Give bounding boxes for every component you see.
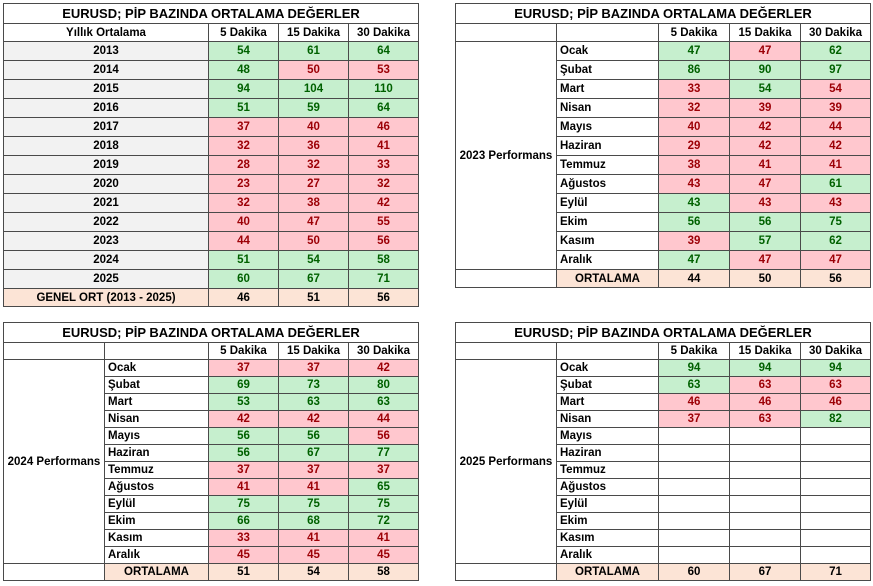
value-30min [801,428,871,445]
value-30min: 63 [349,394,419,411]
value-30min: 45 [349,547,419,564]
header-blank [557,343,659,360]
year-label: 2024 [4,251,209,270]
average-5min: 51 [209,564,279,581]
value-15min: 42 [730,137,801,156]
average-15min: 67 [730,564,801,581]
value-30min: 37 [349,462,419,479]
value-15min: 63 [730,377,801,394]
value-15min: 37 [279,360,349,377]
value-30min: 41 [349,137,419,156]
year-label: 2016 [4,99,209,118]
value-5min: 46 [659,394,730,411]
header-row [456,343,871,360]
year-row [4,118,419,137]
column-header-5min: 5 Dakika [659,343,730,360]
value-15min: 42 [730,118,801,137]
value-15min: 63 [730,411,801,428]
month-label: Mart [557,394,659,411]
average-30min: 71 [801,564,871,581]
value-5min: 48 [209,61,279,80]
month-label: Temmuz [557,156,659,175]
value-30min: 41 [801,156,871,175]
month-label: Mayıs [557,428,659,445]
value-30min: 39 [801,99,871,118]
value-30min: 56 [349,428,419,445]
value-30min: 110 [349,80,419,99]
value-15min: 63 [279,394,349,411]
value-15min [730,496,801,513]
value-5min: 37 [209,118,279,137]
month-label: Aralık [557,547,659,564]
month-label: Şubat [557,61,659,80]
average-row [4,564,419,581]
header-blank [456,24,557,42]
value-30min: 75 [801,213,871,232]
average-label: GENEL ORT (2013 - 2025) [4,289,209,307]
year-row [4,270,419,289]
month-label: Aralık [557,251,659,270]
blank-cell [456,270,557,288]
value-30min: 75 [349,496,419,513]
performance-year-label: 2024 Performans [4,360,105,564]
month-label: Ocak [557,360,659,377]
value-30min: 55 [349,213,419,232]
average-30min: 58 [349,564,419,581]
value-5min [659,496,730,513]
value-5min: 37 [209,462,279,479]
value-15min: 50 [279,232,349,251]
value-30min: 97 [801,61,871,80]
value-15min: 43 [730,194,801,213]
value-5min: 54 [209,42,279,61]
month-label: Şubat [557,377,659,394]
value-30min [801,445,871,462]
value-5min [659,530,730,547]
column-header-15min: 15 Dakika [279,24,349,42]
value-15min: 94 [730,360,801,377]
year-row [4,42,419,61]
value-30min: 32 [349,175,419,194]
year-label: 2022 [4,213,209,232]
value-30min: 94 [801,360,871,377]
value-30min: 62 [801,232,871,251]
value-30min: 72 [349,513,419,530]
performance-2023-table [455,3,871,288]
value-15min: 40 [279,118,349,137]
yearly-average-table [3,3,419,307]
value-15min: 47 [730,175,801,194]
year-label: 2019 [4,156,209,175]
value-15min: 41 [730,156,801,175]
column-header-15min: 15 Dakika [730,24,801,42]
year-label: 2014 [4,61,209,80]
value-30min: 65 [349,479,419,496]
value-30min: 44 [801,118,871,137]
month-label: Şubat [105,377,209,394]
value-15min: 41 [279,530,349,547]
year-row [4,194,419,213]
value-5min: 56 [209,428,279,445]
value-5min: 41 [209,479,279,496]
year-row [4,232,419,251]
average-label: ORTALAMA [557,270,659,288]
table-title: EURUSD; PİP BAZINDA ORTALAMA DEĞERLER [4,4,419,24]
month-row [456,42,871,61]
value-5min: 47 [659,251,730,270]
average-5min: 60 [659,564,730,581]
value-5min [659,462,730,479]
value-5min: 42 [209,411,279,428]
value-5min: 53 [209,394,279,411]
average-15min: 50 [730,270,801,288]
column-header-5min: 5 Dakika [209,24,279,42]
value-15min [730,547,801,564]
value-30min: 46 [349,118,419,137]
value-30min [801,547,871,564]
value-15min: 47 [730,251,801,270]
value-15min: 61 [279,42,349,61]
value-30min [801,496,871,513]
month-row [456,360,871,377]
year-label: 2015 [4,80,209,99]
year-row [4,213,419,232]
value-30min [801,530,871,547]
value-15min: 37 [279,462,349,479]
value-15min: 38 [279,194,349,213]
value-5min [659,428,730,445]
value-5min: 39 [659,232,730,251]
month-label: Haziran [557,137,659,156]
value-30min: 42 [349,194,419,213]
month-label: Ağustos [105,479,209,496]
value-30min: 42 [349,360,419,377]
year-label: 2013 [4,42,209,61]
year-row [4,99,419,118]
column-header-30min: 30 Dakika [801,343,871,360]
value-5min [659,479,730,496]
month-label: Temmuz [105,462,209,479]
value-5min [659,445,730,462]
value-15min: 90 [730,61,801,80]
column-header-5min: 5 Dakika [209,343,279,360]
table-title: EURUSD; PİP BAZINDA ORTALAMA DEĞERLER [456,4,871,24]
month-label: Eylül [557,194,659,213]
value-30min: 56 [349,232,419,251]
average-30min: 56 [801,270,871,288]
year-label: 2017 [4,118,209,137]
header-row [456,24,871,42]
month-label: Nisan [557,411,659,428]
value-15min: 50 [279,61,349,80]
year-row [4,61,419,80]
value-15min: 59 [279,99,349,118]
value-15min [730,513,801,530]
performance-2025-table [455,322,871,581]
column-header-year: Yıllık Ortalama [4,24,209,42]
value-5min: 32 [209,194,279,213]
value-5min: 23 [209,175,279,194]
column-header-15min: 15 Dakika [279,343,349,360]
value-30min: 64 [349,42,419,61]
month-label: Ocak [557,42,659,61]
month-label: Ekim [557,513,659,530]
value-15min: 47 [730,42,801,61]
value-30min: 62 [801,42,871,61]
value-15min: 54 [730,80,801,99]
month-label: Nisan [557,99,659,118]
value-30min: 46 [801,394,871,411]
average-15min: 54 [279,564,349,581]
value-15min: 46 [730,394,801,411]
value-30min: 44 [349,411,419,428]
value-15min: 67 [279,445,349,462]
month-label: Kasım [557,232,659,251]
value-15min: 47 [279,213,349,232]
value-5min: 56 [209,445,279,462]
value-30min: 58 [349,251,419,270]
value-5min: 63 [659,377,730,394]
value-5min [659,547,730,564]
column-header-30min: 30 Dakika [349,343,419,360]
average-row [456,270,871,288]
value-5min: 40 [209,213,279,232]
value-30min: 53 [349,61,419,80]
value-30min: 80 [349,377,419,394]
value-30min [801,462,871,479]
month-label: Haziran [557,445,659,462]
month-label: Ağustos [557,479,659,496]
month-label: Eylül [105,496,209,513]
value-30min: 63 [801,377,871,394]
value-15min: 75 [279,496,349,513]
value-5min: 29 [659,137,730,156]
average-label: ORTALAMA [557,564,659,581]
value-30min: 41 [349,530,419,547]
header-blank [4,343,105,360]
value-5min: 45 [209,547,279,564]
year-row [4,175,419,194]
month-label: Ekim [557,213,659,232]
value-5min: 75 [209,496,279,513]
value-30min: 82 [801,411,871,428]
value-5min: 60 [209,270,279,289]
value-30min: 54 [801,80,871,99]
value-30min [801,479,871,496]
year-label: 2021 [4,194,209,213]
value-5min: 28 [209,156,279,175]
value-5min: 47 [659,42,730,61]
value-5min: 94 [209,80,279,99]
header-blank [105,343,209,360]
average-label: ORTALAMA [105,564,209,581]
value-15min: 39 [730,99,801,118]
month-label: Mart [557,80,659,99]
value-5min: 66 [209,513,279,530]
value-5min: 51 [209,99,279,118]
value-30min: 61 [801,175,871,194]
month-label: Eylül [557,496,659,513]
value-5min: 44 [209,232,279,251]
value-5min: 43 [659,175,730,194]
value-15min: 32 [279,156,349,175]
value-15min: 56 [279,428,349,445]
header-row [4,343,419,360]
value-5min: 51 [209,251,279,270]
table-title: EURUSD; PİP BAZINDA ORTALAMA DEĞERLER [456,323,871,343]
value-5min [659,513,730,530]
value-15min: 67 [279,270,349,289]
value-5min: 33 [659,80,730,99]
header-row [4,24,419,42]
column-header-15min: 15 Dakika [730,343,801,360]
value-5min: 69 [209,377,279,394]
value-5min: 43 [659,194,730,213]
year-label: 2025 [4,270,209,289]
value-15min: 104 [279,80,349,99]
average-row [456,564,871,581]
value-5min: 38 [659,156,730,175]
value-5min: 94 [659,360,730,377]
value-15min: 57 [730,232,801,251]
value-15min: 27 [279,175,349,194]
value-5min: 37 [209,360,279,377]
value-15min [730,479,801,496]
month-label: Ekim [105,513,209,530]
year-label: 2023 [4,232,209,251]
year-row [4,156,419,175]
average-5min: 46 [209,289,279,307]
header-blank [456,343,557,360]
average-5min: 44 [659,270,730,288]
value-15min: 56 [730,213,801,232]
value-15min: 68 [279,513,349,530]
year-label: 2018 [4,137,209,156]
performance-2024-table [3,322,419,581]
month-label: Kasım [105,530,209,547]
value-30min [801,513,871,530]
value-5min: 40 [659,118,730,137]
month-label: Kasım [557,530,659,547]
year-row [4,137,419,156]
value-15min [730,428,801,445]
performance-year-label: 2023 Performans [456,42,557,270]
performance-year-label: 2025 Performans [456,360,557,564]
value-30min: 77 [349,445,419,462]
value-15min [730,530,801,547]
value-15min: 41 [279,479,349,496]
average-row [4,289,419,307]
value-30min: 43 [801,194,871,213]
value-5min: 33 [209,530,279,547]
value-15min [730,462,801,479]
year-label: 2020 [4,175,209,194]
column-header-5min: 5 Dakika [659,24,730,42]
average-15min: 51 [279,289,349,307]
table-title: EURUSD; PİP BAZINDA ORTALAMA DEĞERLER [4,323,419,343]
value-30min: 71 [349,270,419,289]
value-15min: 42 [279,411,349,428]
value-30min: 47 [801,251,871,270]
month-label: Mart [105,394,209,411]
value-15min: 36 [279,137,349,156]
value-30min: 33 [349,156,419,175]
value-5min: 37 [659,411,730,428]
month-label: Ocak [105,360,209,377]
value-5min: 32 [659,99,730,118]
column-header-30min: 30 Dakika [801,24,871,42]
value-5min: 56 [659,213,730,232]
average-30min: 56 [349,289,419,307]
value-15min: 73 [279,377,349,394]
year-row [4,80,419,99]
month-label: Aralık [105,547,209,564]
month-label: Nisan [105,411,209,428]
month-label: Mayıs [105,428,209,445]
value-30min: 42 [801,137,871,156]
value-15min: 45 [279,547,349,564]
value-5min: 32 [209,137,279,156]
header-blank [557,24,659,42]
value-30min: 64 [349,99,419,118]
month-label: Ağustos [557,175,659,194]
year-row [4,251,419,270]
blank-cell [4,564,105,581]
value-5min: 86 [659,61,730,80]
month-row [4,360,419,377]
month-label: Mayıs [557,118,659,137]
blank-cell [456,564,557,581]
column-header-30min: 30 Dakika [349,24,419,42]
value-15min: 54 [279,251,349,270]
value-15min [730,445,801,462]
month-label: Temmuz [557,462,659,479]
month-label: Haziran [105,445,209,462]
